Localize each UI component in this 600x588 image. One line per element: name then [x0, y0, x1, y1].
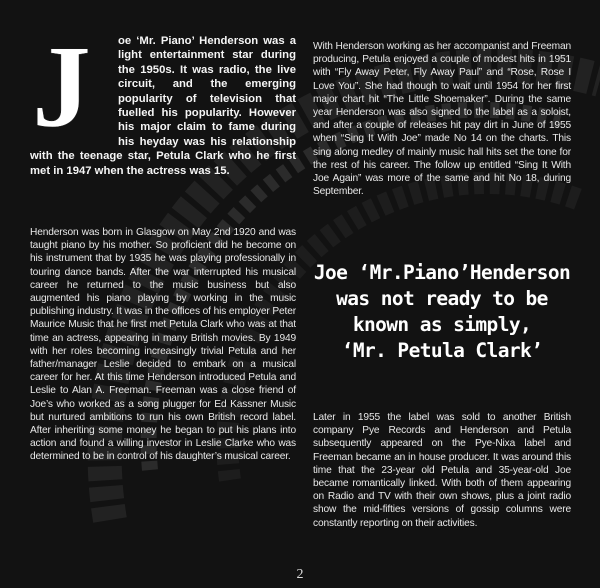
page-number: 2 — [296, 567, 304, 582]
left-column-body — [30, 226, 296, 464]
right-column-bottom — [313, 411, 571, 530]
pull-quote — [300, 260, 584, 364]
pull-quote-line-4: ‘Mr. Petula Clark’ — [341, 339, 543, 362]
intro-text: oe ‘Mr. Piano’ Henderson was a light entertainment star during the 1950s. It was radio, the live circuit, and the emerging popularity of television that fuelled his popularity. However his major claim to fame during his heyday was his relationship with the teenage star, Petula Clark who he first met in 1947 when the actress was 15. — [30, 35, 296, 177]
right-bottom-text: Later in 1955 the label was sold to another British company Pye Records and Henderson and Petula subsequently appeared on the Pye-Nixa label and Freeman became an in house producer. It was around this time that the 23-year old Petula and 35-year-old Joe became romantically linked. With both of them appearing on Radio and TV with their own shows, plus a joint radio show the mid-fifties versions of gossip columns were constantly reporting on their activities. — [313, 412, 571, 529]
left-body-text: Henderson was born in Glasgow on May 2nd 1920 and was taught piano by his mother. So proficient did he become on his instrument that by 1935 he was playing professionally in touring dance bands. After the war interrupted his musical career he returned to the music business but also augmented his piano playing by working in the music publishing industry. It was in the offices of his employer Peter Maurice Music that he first met Petula Clark who was at that time an actress, appearing in many British movies. By 1949 with her roles becoming increasingly trivial Petula and her father/manager Leslie decided to embark on a musical career for her. At this time Henderson introduced Petula and Leslie to Alan A. Freeman. Freeman was a close friend of Joe’s who worked as a song plugger for Ed Kassner Music but nurtured ambitions to run his own British record label. After inheriting some money he began to put his plans into action and found a willing investor in Leslie Clarke who was determined to be in control of his daughter’s musical career. — [30, 227, 296, 463]
pull-quote-line-3: known as simply, — [352, 313, 532, 336]
dropcap-glyph: J — [32, 34, 91, 136]
right-column-top — [313, 40, 571, 198]
intro-paragraph — [30, 34, 296, 178]
pull-quote-line-2: was not ready to be — [336, 287, 548, 310]
dropcap-letter — [30, 34, 112, 136]
pull-quote-line-1: Joe ‘Mr.Piano’Henderson — [313, 261, 571, 284]
right-top-text: With Henderson working as her accompanist and Freeman producing, Petula enjoyed a couple of modest hits in 1951 with “Fly Away Peter, Fly Away Paul” and “Rose, Rose I Love You”. She had though to wait until 1954 for her first major chart hit “The Little Shoemaker”. During the same year Henderson was also signed to the label as a soloist, and after a couple of releases hit pay dirt in June of 1955 when “Sing It With Joe” made No 14 on the charts. This sing along medley of mainly music hall hits set the tone for the rest of his career. The follow up entitled “Sing It With Joe Again” was more of the same and hit No 18, during September. — [313, 41, 571, 198]
